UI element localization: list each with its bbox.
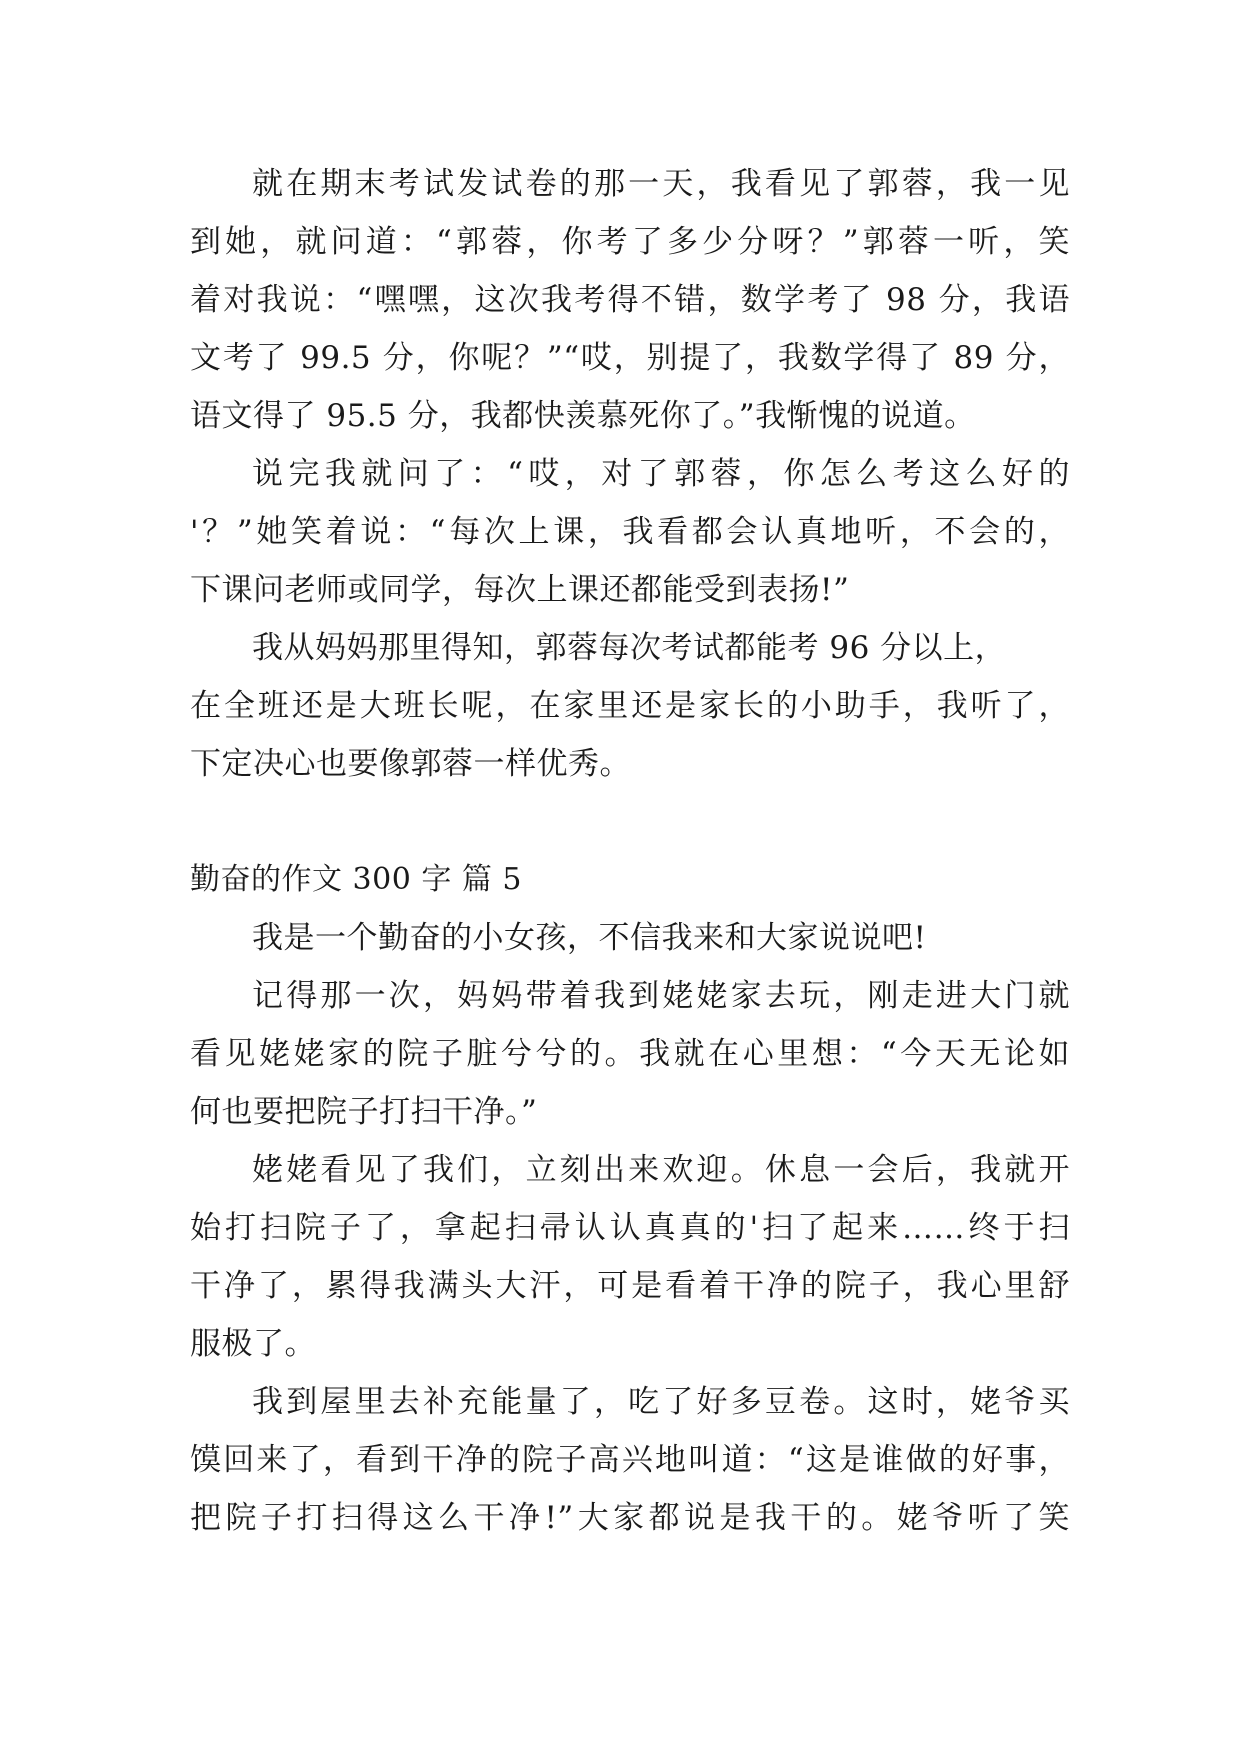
paragraph-6-line-3: 干净了，累得我满头大汗，可是看着干净的院子，我心里舒: [190, 1268, 1070, 1304]
paragraph-3-line-3: 下定决心也要像郭蓉一样优秀。: [190, 746, 631, 782]
paragraph-6-line-4: 服极了。: [190, 1326, 316, 1362]
paragraph-1-line-3: 着对我说：“嘿嘿，这次我考得不错，数学考了 98 分，我语: [190, 282, 1070, 318]
paragraph-7-line-1: 我到屋里去补充能量了，吃了好多豆卷。这时，姥爷买: [252, 1384, 1070, 1420]
section-heading: 勤奋的作文 300 字 篇 5: [190, 862, 522, 897]
paragraph-3-line-2: 在全班还是大班长呢，在家里还是家长的小助手，我听了，: [190, 688, 1070, 724]
paragraph-2-line-3: 下课问老师或同学，每次上课还都能受到表扬!”: [190, 572, 850, 608]
paragraph-5-line-3: 何也要把院子打扫干净。”: [190, 1094, 538, 1130]
paragraph-5-line-2: 看见姥姥家的院子脏兮兮的。我就在心里想：“今天无论如: [190, 1036, 1070, 1072]
paragraph-1-line-2: 到她，就问道：“郭蓉，你考了多少分呀？”郭蓉一听，笑: [190, 224, 1070, 260]
paragraph-7-line-2: 馍回来了，看到干净的院子高兴地叫道：“这是谁做的好事，: [190, 1442, 1070, 1478]
paragraph-3-line-1: 我从妈妈那里得知，郭蓉每次考试都能考 96 分以上，: [252, 630, 1007, 666]
paragraph-1-line-1: 就在期末考试发试卷的那一天，我看见了郭蓉，我一见: [252, 166, 1070, 202]
paragraph-7-line-3: 把院子打扫得这么干净!”大家都说是我干的。姥爷听了笑: [190, 1500, 1070, 1536]
paragraph-5-line-1: 记得那一次，妈妈带着我到姥姥家去玩，刚走进大门就: [252, 978, 1070, 1014]
paragraph-2-line-2: '？”她笑着说：“每次上课，我看都会认真地听，不会的，: [190, 514, 1070, 550]
paragraph-2-line-1: 说完我就问了：“哎，对了郭蓉，你怎么考这么好的: [252, 456, 1070, 492]
paragraph-1-line-5: 语文得了 95.5 分，我都快羡慕死你了。”我惭愧的说道。: [190, 398, 976, 434]
paragraph-6-line-1: 姥姥看见了我们，立刻出来欢迎。休息一会后，我就开: [252, 1152, 1070, 1188]
paragraph-6-line-2: 始打扫院子了，拿起扫帚认认真真的'扫了起来……终于扫: [190, 1210, 1070, 1246]
paragraph-4-line-1: 我是一个勤奋的小女孩，不信我来和大家说说吧!: [252, 920, 927, 956]
paragraph-1-line-4: 文考了 99.5 分，你呢？”“哎，别提了，我数学得了 89 分，: [190, 340, 1070, 376]
